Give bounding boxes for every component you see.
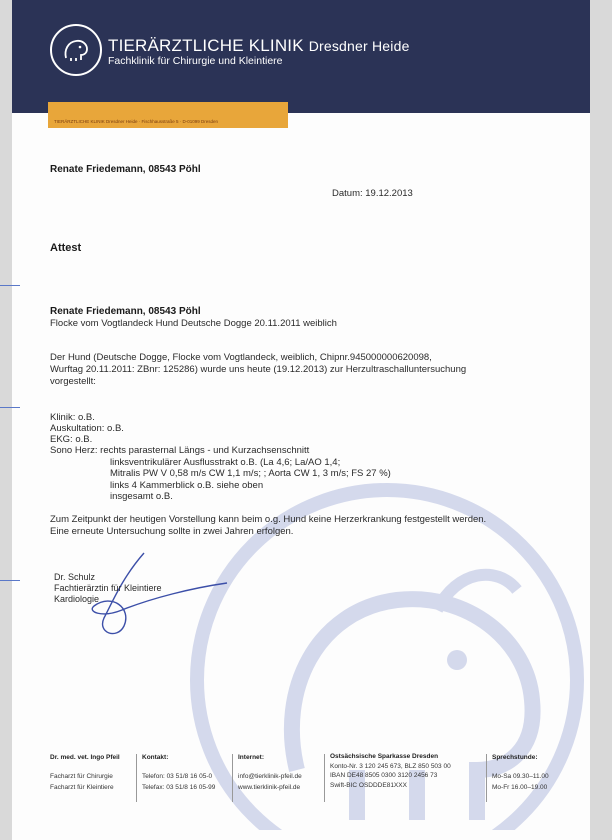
clinic-subtitle: Fachklinik für Chirurgie und Kleintiere bbox=[108, 55, 283, 67]
finding-line: Sono Herz: rechts parasternal Längs - und Kurzachsenschnitt bbox=[50, 445, 310, 456]
footer-divider bbox=[324, 754, 325, 802]
sender-address: TIERÄRZTLICHE KLINIK Dresdner Heide · Fischhausstraße 5 · D-01099 Dresden bbox=[54, 119, 219, 124]
footer-divider bbox=[486, 754, 487, 802]
footer-text: Mo-Sa 09.30–11.00 bbox=[492, 773, 549, 780]
fold-mark bbox=[0, 580, 20, 581]
finding-line: EKG: o.B. bbox=[50, 434, 93, 445]
footer-divider bbox=[136, 754, 137, 802]
recipient-address: Renate Friedemann, 08543 Pöhl bbox=[50, 164, 201, 175]
dog-logo-icon bbox=[58, 32, 94, 68]
finding-line: Auskultation: o.B. bbox=[50, 423, 124, 434]
footer-text: Mo-Fr 16.00–19.00 bbox=[492, 784, 548, 791]
footer-text: Facharzt für Kleintiere bbox=[50, 784, 114, 791]
footer-website-link[interactable]: www.tierklinik-pfeil.de bbox=[238, 784, 301, 791]
clinic-name-text: TIERÄRZTLICHE KLINIK bbox=[108, 36, 304, 55]
signatory-department: Kardiologie bbox=[54, 594, 100, 604]
footer-text: Facharzt für Chirurgie bbox=[50, 773, 113, 780]
footer-hours bbox=[492, 752, 549, 793]
conclusion-line: Zum Zeitpunkt der heutigen Vorstellung kann beim o.g. Hund keine Herzerkrankung festgestellt werden. bbox=[50, 514, 487, 525]
sono-detail-line: insgesamt o.B. bbox=[110, 491, 173, 502]
sono-detail-line: Mitralis PW V 0,58 m/s CW 1,1 m/s; ; Aorta CW 1, 3 m/s; FS 27 %) bbox=[110, 468, 391, 479]
footer-text: Kontakt: bbox=[142, 754, 169, 761]
footer-text: Ostsächsische Sparkasse Dresden bbox=[330, 753, 439, 760]
handwritten-signature bbox=[82, 548, 232, 643]
letter-footer bbox=[12, 752, 590, 812]
conclusion-line: Eine erneute Untersuchung sollte in zwei Jahren erfolgen. bbox=[50, 526, 294, 537]
patient-owner: Renate Friedemann, 08543 Pöhl bbox=[50, 306, 201, 317]
footer-text: Swift-BIC OSDDDE81XXX bbox=[330, 781, 407, 789]
patient-description: Flocke vom Vogtlandeck Hund Deutsche Dogge 20.11.2011 weiblich bbox=[50, 318, 337, 329]
fold-mark bbox=[0, 285, 20, 286]
footer-text: IBAN DE48 8505 0300 3120 2456 73 bbox=[330, 772, 438, 779]
sono-detail-line: links 4 Kammerblick o.B. siehe oben bbox=[110, 480, 264, 491]
letter-heading: Attest bbox=[50, 242, 82, 254]
letter-date: Datum: 19.12.2013 bbox=[332, 188, 413, 199]
footer-bank bbox=[330, 752, 451, 790]
address-band bbox=[48, 102, 288, 128]
footer-text: Sprechstunde: bbox=[492, 754, 538, 761]
intro-line: Der Hund (Deutsche Dogge, Flocke vom Vogtlandeck, weiblich, Chipnr.945000000620098, bbox=[50, 352, 432, 363]
document-page bbox=[12, 0, 590, 840]
fold-mark bbox=[0, 407, 20, 408]
footer-text: Telefax: 03 51/8 16 05-99 bbox=[142, 784, 216, 791]
clinic-location: Dresdner Heide bbox=[308, 38, 410, 54]
clinic-logo bbox=[50, 24, 102, 76]
letterhead bbox=[12, 0, 590, 113]
footer-divider bbox=[232, 754, 233, 802]
intro-line: vorgestellt: bbox=[50, 376, 96, 387]
sono-detail-line: linksventrikulärer Ausflusstrakt o.B. (La 4,6; La/AO 1,4; bbox=[110, 457, 341, 468]
clinic-name bbox=[108, 36, 410, 56]
footer-text: Telefon: 03 51/8 16 05-0 bbox=[142, 773, 213, 780]
footer-internet bbox=[238, 752, 302, 793]
footer-text: Internet: bbox=[238, 754, 264, 761]
intro-line: Wurftag 20.11.2011: ZBnr: 125286) wurde uns heute (19.12.2013) zur Herzultraschalluntersuchung bbox=[50, 364, 467, 375]
footer-text: Dr. med. vet. Ingo Pfeil bbox=[50, 754, 120, 761]
footer-contact bbox=[142, 752, 215, 793]
signatory-title: Fachtierärztin für Kleintiere bbox=[54, 583, 162, 593]
finding-line: Klinik: o.B. bbox=[50, 412, 95, 423]
signatory-name: Dr. Schulz bbox=[54, 572, 96, 582]
footer-doctor bbox=[50, 752, 120, 793]
footer-email-link[interactable]: info@tierklinik-pfeil.de bbox=[238, 773, 302, 780]
footer-text: Konto-Nr. 3 120 245 673, BLZ 850 503 00 bbox=[330, 762, 451, 770]
